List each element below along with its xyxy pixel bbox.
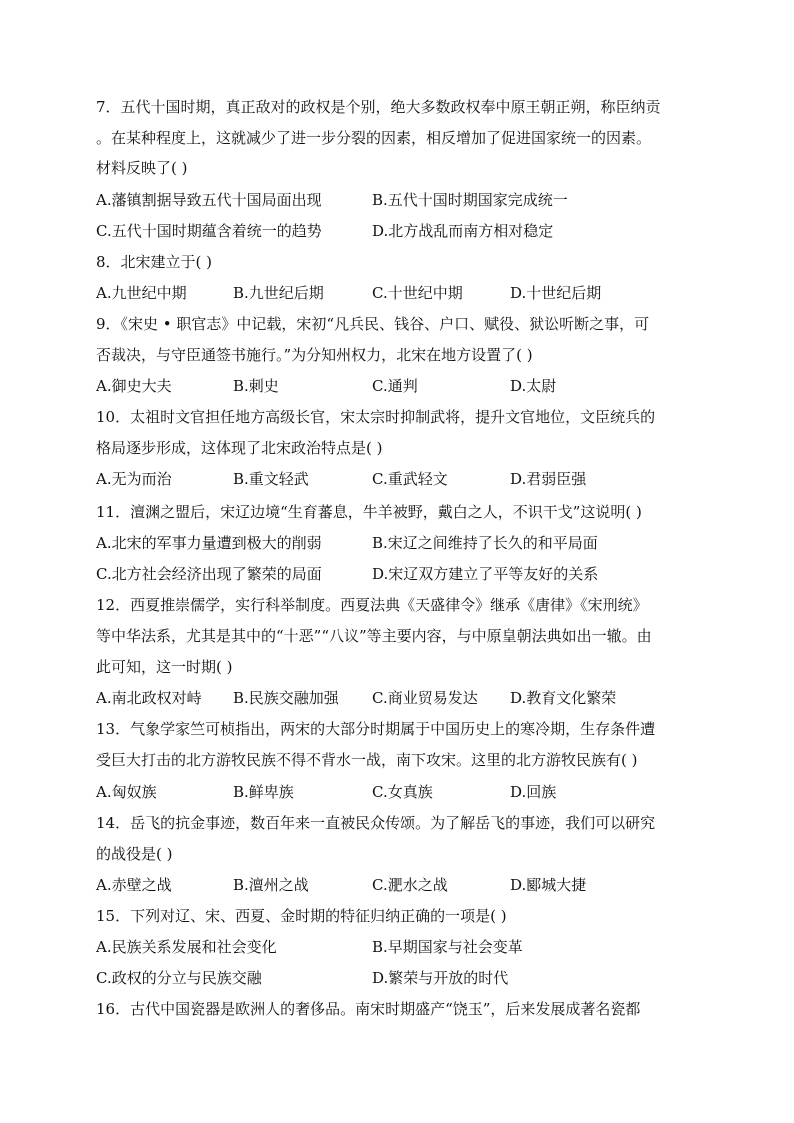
q15-option-b: B.早期国家与社会变革 — [372, 938, 523, 956]
q11-option-d: D.宋辽双方建立了平等友好的关系 — [372, 565, 599, 583]
q12-stem-line-2: 等中华法系，尤其是其中的“十恶”“八议”等主要内容，与中原皇朝法典如出一辙。由 — [96, 627, 652, 645]
q10-stem-line-2: 格局逐步形成，这体现了北宋政治特点是( ) — [96, 439, 383, 457]
q8-option-d: D.十世纪后期 — [510, 284, 602, 302]
q15-stem: 15．下列对辽、宋、西夏、金时期的特征归纳正确的一项是( ) — [96, 907, 507, 925]
q10-option-a: A.无为而治 — [96, 470, 172, 488]
q7-stem-line-1: 7．五代十国时期，真正敌对的政权是个别，绝大多数政权奉中原王朝正朔，称臣纳贡 — [96, 98, 661, 116]
q10-option-b: B.重文轻武 — [233, 470, 309, 488]
q11-option-a: A.北宋的军事力量遭到极大的削弱 — [96, 534, 322, 552]
q14-stem-line-2: 的战役是( ) — [96, 845, 173, 863]
q8-option-a: A.九世纪中期 — [96, 284, 187, 302]
q12-stem-line-3: 此可知，这一时期( ) — [96, 658, 233, 676]
q13-option-d: D.回族 — [510, 783, 557, 801]
q10-option-d: D.君弱臣强 — [510, 470, 587, 488]
q11-option-c: C.北方社会经济出现了繁荣的局面 — [96, 565, 322, 583]
q13-stem-line-2: 受巨大打击的北方游牧民族不得不背水一战，南下攻宋。这里的北方游牧民族有( ) — [96, 751, 638, 769]
q9-option-c: C.通判 — [372, 377, 418, 395]
q8-option-b: B.九世纪后期 — [233, 284, 324, 302]
q9-option-d: D.太尉 — [510, 377, 557, 395]
q7-option-d: D.北方战乱而南方相对稳定 — [372, 222, 554, 240]
q16-stem: 16．古代中国瓷器是欧洲人的奢侈品。南宋时期盛产“饶玉”，后来发展成著名瓷都 — [96, 1000, 641, 1018]
q10-option-c: C.重武轻文 — [372, 470, 448, 488]
q14-option-b: B.澶州之战 — [233, 876, 309, 894]
q9-stem-line-1: 9．《宋史 • 职官志》中记载，宋初“凡兵民、钱谷、户口、赋役、狱讼听断之事，可 — [96, 315, 650, 333]
q13-option-b: B.鲜卑族 — [233, 783, 294, 801]
q12-stem-line-1: 12．西夏推崇儒学，实行科举制度。西夏法典《天盛律令》继承《唐律》《宋刑统》 — [96, 596, 648, 614]
q15-option-d: D.繁荣与开放的时代 — [372, 969, 509, 987]
q14-option-c: C.淝水之战 — [372, 876, 448, 894]
q7-option-b: B.五代十国时期国家完成统一 — [372, 191, 568, 209]
q15-option-a: A.民族关系发展和社会变化 — [96, 938, 277, 956]
q14-option-a: A.赤壁之战 — [96, 876, 172, 894]
q13-stem-line-1: 13．气象学家竺可桢指出，两宋的大部分时期属于中国历史上的寒冷期，生存条件遭 — [96, 720, 656, 738]
q8-option-c: C.十世纪中期 — [372, 284, 463, 302]
q12-option-a: A.南北政权对峙 — [96, 689, 202, 707]
q7-option-c: C.五代十国时期蕴含着统一的趋势 — [96, 222, 322, 240]
q12-option-c: C.商业贸易发达 — [372, 689, 478, 707]
q9-option-b: B.刺史 — [233, 377, 279, 395]
q14-stem-line-1: 14．岳飞的抗金事迹，数百年来一直被民众传颂。为了解岳飞的事迹，我们可以研究 — [96, 814, 656, 832]
q11-stem: 11．澶渊之盟后，宋辽边境“生育蕃息，牛羊被野，戴白之人，不识干戈”这说明( ) — [96, 503, 642, 521]
q7-option-a: A.藩镇割据导致五代十国局面出现 — [96, 191, 322, 209]
q8-stem: 8．北宋建立于( ) — [96, 253, 213, 271]
q15-option-c: C.政权的分立与民族交融 — [96, 969, 262, 987]
q9-option-a: A.御史大夫 — [96, 377, 172, 395]
q13-option-a: A.匈奴族 — [96, 783, 157, 801]
q10-stem-line-1: 10．太祖时文官担任地方高级长官，宋太宗时抑制武将，提升文官地位，文臣统兵的 — [96, 408, 656, 426]
q7-stem-line-2: 。在某种程度上，这就减少了进一步分裂的因素，相反增加了促进国家统一的因素。 — [96, 129, 652, 147]
q12-option-d: D.教育文化繁荣 — [510, 689, 617, 707]
q11-option-b: B.宋辽之间维持了长久的和平局面 — [372, 534, 598, 552]
q12-option-b: B.民族交融加强 — [233, 689, 339, 707]
q9-stem-line-2: 否裁决，与守臣通签书施行。”为分知州权力，北宋在地方设置了( ) — [96, 346, 533, 364]
q7-stem-line-3: 材料反映了( ) — [96, 159, 188, 177]
q14-option-d: D.郾城大捷 — [510, 876, 587, 894]
q13-option-c: C.女真族 — [372, 783, 433, 801]
